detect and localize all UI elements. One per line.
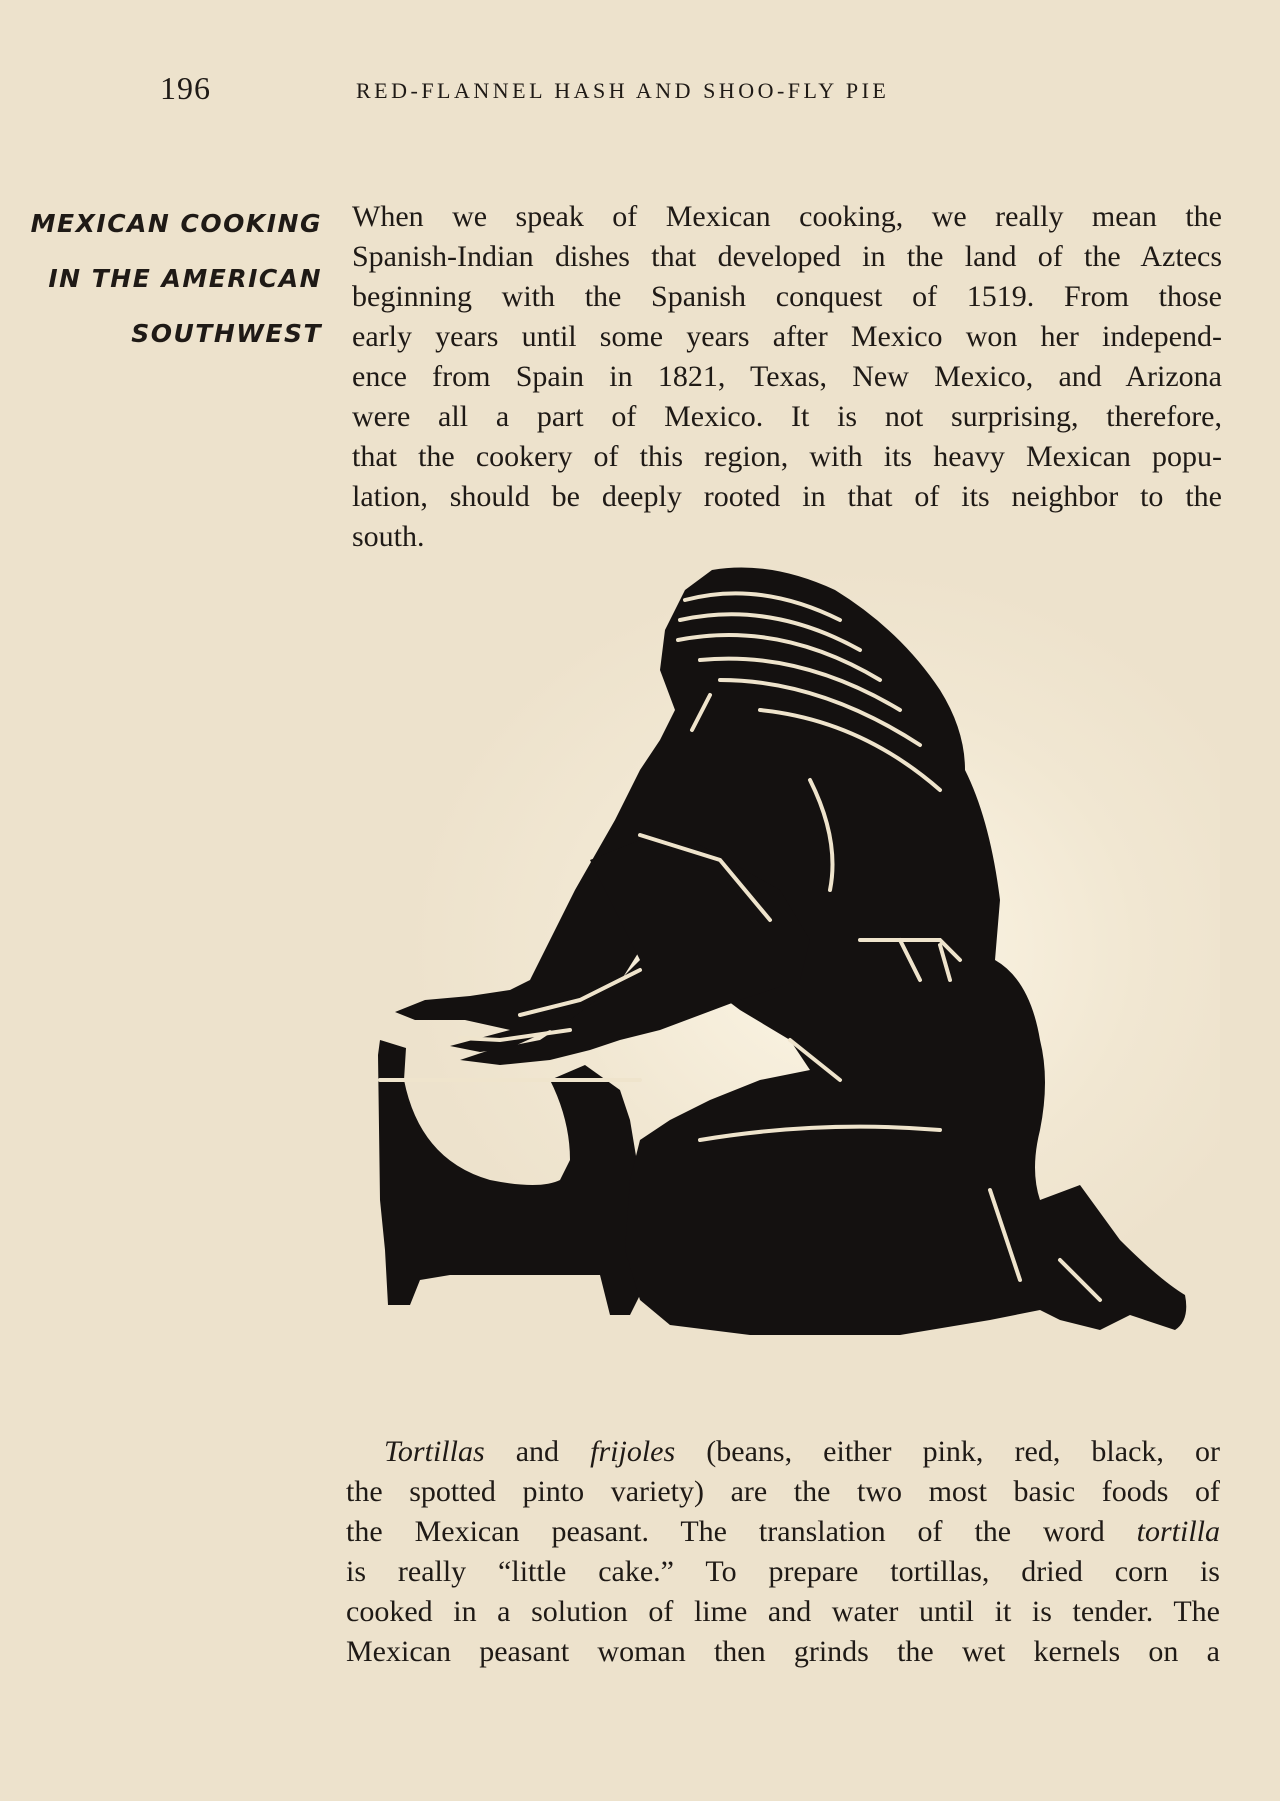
section-heading-line: IN THE AMERICAN <box>48 264 322 293</box>
tortillas-paragraph <box>346 1432 1220 1672</box>
text-line: lation, should be deeply rooted in that of its neighbor to the <box>352 480 1222 513</box>
text-line: cooked in a solution of lime and water until it is tender. The <box>346 1595 1220 1628</box>
page-number: 196 <box>160 70 211 106</box>
running-head <box>0 70 1280 110</box>
italic-term: tortilla <box>1136 1515 1220 1548</box>
book-title: RED-FLANNEL HASH AND SHOO-FLY PIE <box>356 78 890 103</box>
text-run: (beans, either pink, red, black, or <box>675 1435 1220 1468</box>
italic-term: frijoles <box>590 1435 676 1468</box>
text-line: Mexican peasant woman then grinds the wet kernels on a <box>346 1635 1220 1668</box>
text-line: the spotted pinto variety) are the two most basic foods of <box>346 1475 1220 1508</box>
text-line: Spanish-Indian dishes that developed in the land of the Aztecs <box>352 240 1222 273</box>
text-line <box>346 1432 1220 1472</box>
text-line: beginning with the Spanish conquest of 1519. From those <box>352 280 1222 313</box>
text-line: south. <box>352 520 425 553</box>
woman-grinding-corn-illustration <box>340 560 1220 1360</box>
text-line: were all a part of Mexico. It is not surprising, therefore, <box>352 400 1222 433</box>
section-heading <box>2 196 322 361</box>
section-heading-line: MEXICAN COOKING <box>30 209 322 238</box>
text-line: When we speak of Mexican cooking, we really mean the <box>352 200 1222 233</box>
text-line <box>346 1512 1220 1552</box>
text-run: the Mexican peasant. The translation of the word <box>346 1515 1137 1548</box>
italic-term: Tortillas <box>384 1435 485 1468</box>
text-line: early years until some years after Mexico won her independ- <box>352 320 1222 353</box>
section-heading-line: SOUTHWEST <box>131 319 322 348</box>
text-run: and <box>484 1435 591 1468</box>
text-line: is really “little cake.” To prepare tortillas, dried corn is <box>346 1555 1220 1588</box>
intro-paragraph <box>352 197 1222 557</box>
text-line: that the cookery of this region, with its heavy Mexican popu- <box>352 440 1222 473</box>
text-line: ence from Spain in 1821, Texas, New Mexico, and Arizona <box>352 360 1222 393</box>
